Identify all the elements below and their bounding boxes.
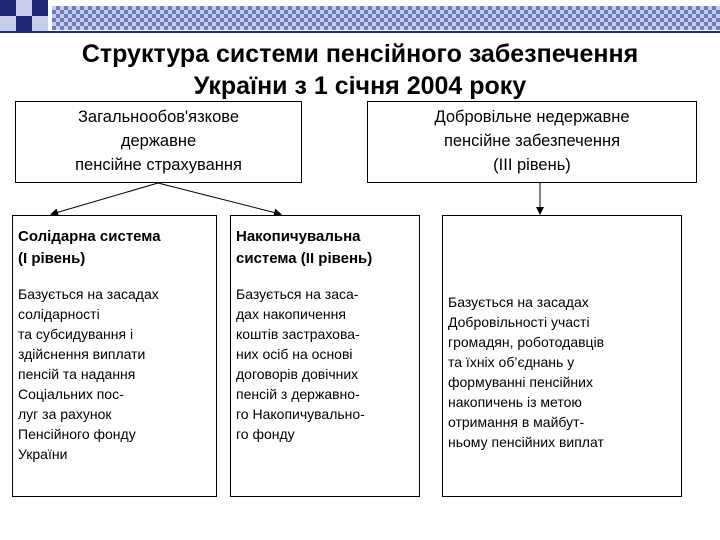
title-line-2: України з 1 січня 2004 року [193, 72, 527, 100]
voluntary-line-3: (ІІІ рівень) [493, 156, 571, 174]
arrow-to-solidarity [52, 183, 158, 214]
solidarity-body-line: солідарності [18, 306, 100, 322]
third-body-line: накопичень із метою [448, 394, 582, 410]
solidarity-body-line: Базується на засадах [18, 286, 159, 302]
solidarity-body-line: здійснення виплати [18, 346, 146, 362]
solidarity-head-1: Солідарна система [18, 228, 161, 245]
solidarity-head-2: (І рівень) [18, 250, 86, 267]
accumulative-head-2: система (ІІ рівень) [236, 250, 373, 267]
solidarity-body-line: пенсій та надання [18, 366, 136, 382]
mandatory-line-2: державне [120, 132, 197, 150]
solidarity-body-line: України [18, 446, 68, 462]
accumulative-body [236, 284, 415, 444]
accumulative-body-line: коштів застрахова- [236, 326, 360, 342]
accumulative-body-line: договорів довічних [236, 366, 359, 382]
accumulative-system-box [230, 215, 420, 497]
third-body-line: Базується на засадах [448, 294, 589, 310]
solidarity-body-line: та субсидування і [18, 326, 134, 342]
accumulative-body-line: го Накопичувально- [236, 406, 365, 422]
mandatory-insurance-box [15, 101, 302, 183]
mandatory-line-1: Загальнообов'язкове [77, 108, 240, 126]
voluntary-line-2: пенсійне забезпечення [443, 132, 621, 150]
solidarity-body-line: луг за рахунок [18, 406, 112, 422]
solidarity-system-box [12, 215, 217, 497]
mandatory-line-3: пенсійне страхування [75, 156, 242, 174]
accumulative-body-line: го фонду [236, 426, 295, 442]
accumulative-head-1: Накопичувальна [236, 228, 361, 245]
third-body-line: Добровільності участі [448, 314, 590, 330]
third-level-box [442, 215, 682, 497]
solidarity-body-line: Соціальних пос- [18, 386, 124, 402]
title-line-1: Структура системи пенсійного забезпечення [81, 40, 639, 68]
third-body-line: отримання в майбут- [448, 414, 585, 430]
arrow-to-accumulative [158, 183, 280, 214]
accumulative-body-line: пенсій з державно- [236, 386, 360, 402]
accumulative-body-line: дах накопичення [236, 306, 346, 322]
solidarity-body [18, 284, 212, 464]
voluntary-line-1: Добровільне недержавне [434, 108, 630, 126]
third-body [448, 292, 677, 452]
third-body-line: ньому пенсійних виплат [448, 434, 604, 450]
third-body-line: формуванні пенсійних [448, 374, 593, 390]
third-body-line: громадян, роботодавців [448, 334, 605, 350]
solidarity-body-line: Пенсійного фонду [18, 426, 136, 442]
accumulative-body-line: них осіб на основі [236, 346, 353, 362]
accumulative-body-line: Базується на заса- [236, 286, 359, 302]
voluntary-provision-box [367, 101, 697, 183]
third-body-line: та їхніх об’єднань у [448, 354, 575, 370]
